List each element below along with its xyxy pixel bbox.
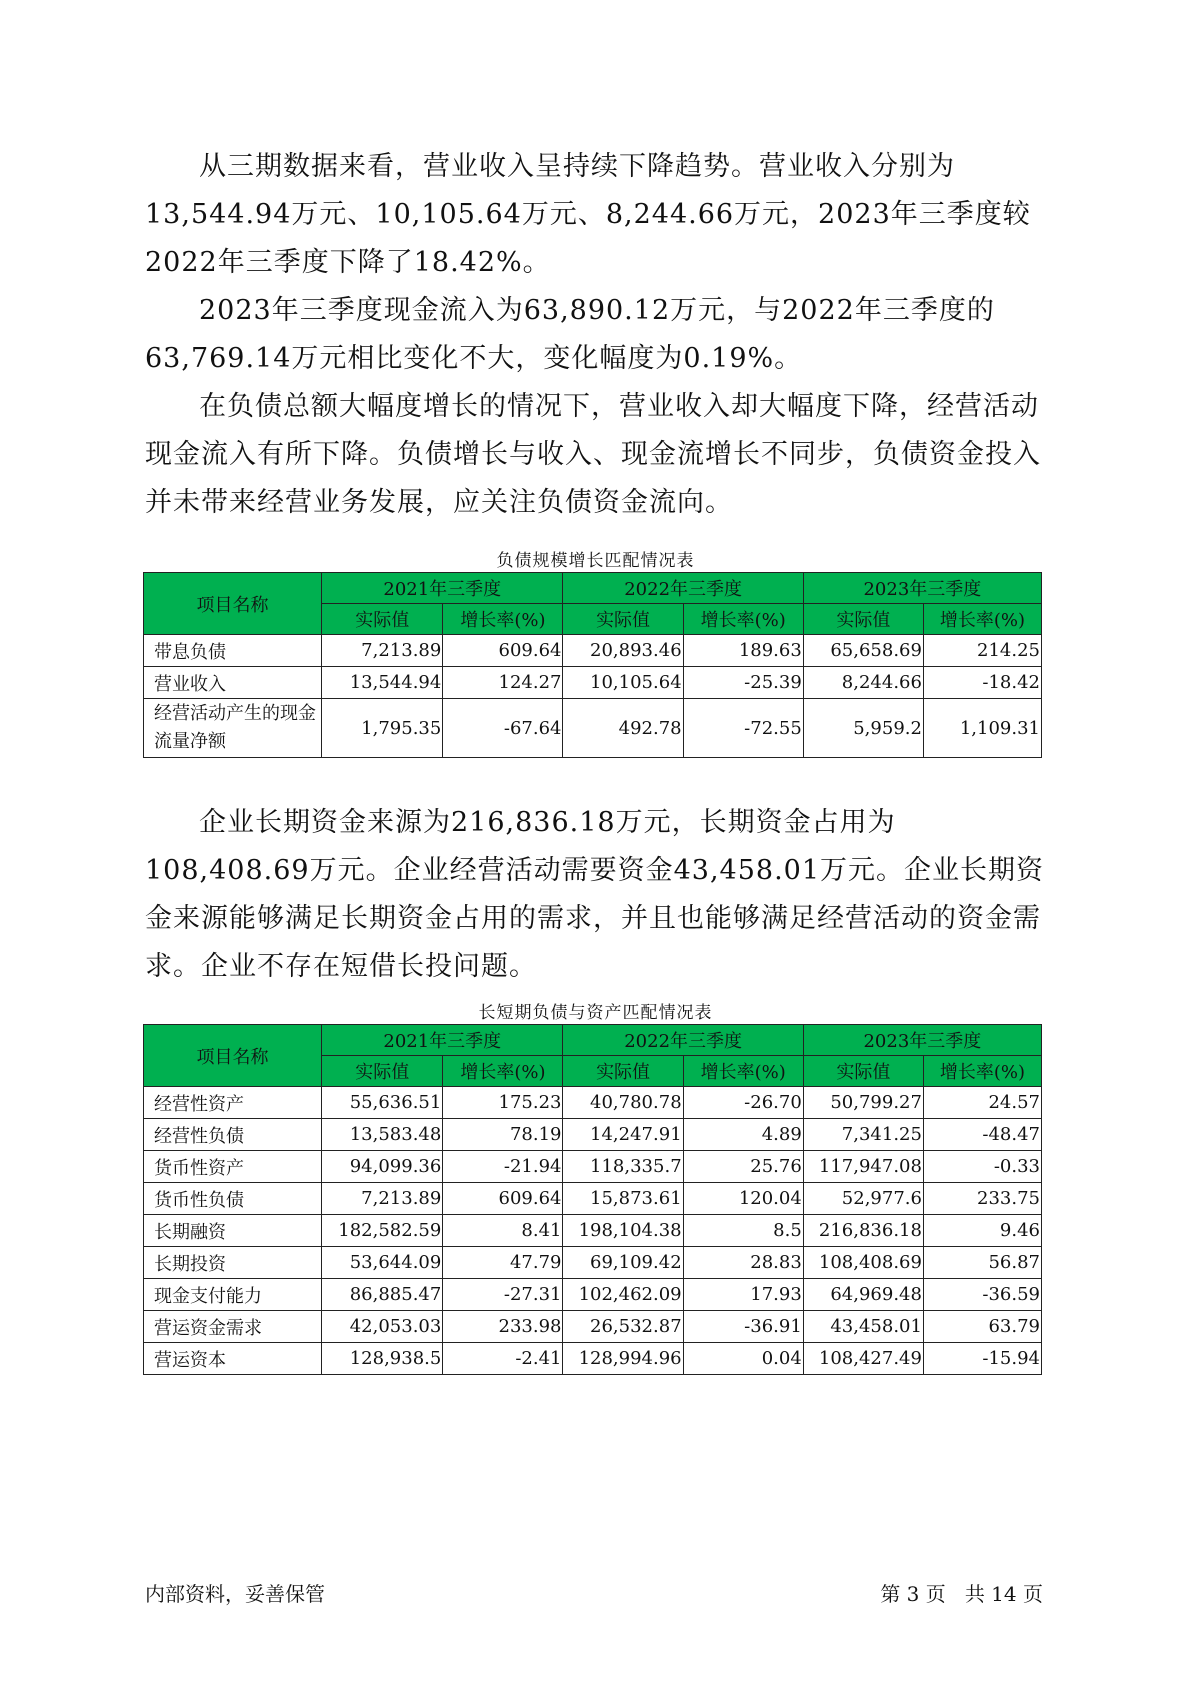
- cell-actual-value: 182,582.59: [322, 1215, 443, 1247]
- header-actual-value: 实际值: [803, 604, 923, 635]
- cell-growth-rate: 609.64: [443, 1183, 563, 1215]
- cell-actual-value: 10,105.64: [563, 667, 683, 699]
- cell-growth-rate: 120.04: [683, 1183, 803, 1215]
- cell-actual-value: 94,099.36: [322, 1151, 443, 1183]
- row-item-name: 现金支付能力: [144, 1279, 322, 1311]
- row-item-name: 货币性资产: [144, 1151, 322, 1183]
- cell-growth-rate: -36.59: [923, 1279, 1041, 1311]
- row-item-name: 营运资本: [144, 1343, 322, 1375]
- cell-growth-rate: 233.98: [443, 1311, 563, 1343]
- cell-growth-rate: -2.41: [443, 1343, 563, 1375]
- table-row: [144, 1343, 1042, 1375]
- header-growth-rate: 增长率(%): [923, 604, 1041, 635]
- header-actual-value: 实际值: [563, 1056, 683, 1087]
- cell-growth-rate: 124.27: [443, 667, 563, 699]
- liability-asset-match-table: [143, 1024, 1042, 1375]
- cell-actual-value: 15,873.61: [563, 1183, 683, 1215]
- cell-actual-value: 13,544.94: [322, 667, 443, 699]
- header-period-2023: 2023年三季度: [803, 573, 1041, 604]
- cell-growth-rate: -72.55: [683, 699, 803, 758]
- cell-growth-rate: 9.46: [923, 1215, 1041, 1247]
- table-row: [144, 1183, 1042, 1215]
- header-growth-rate: 增长率(%): [923, 1056, 1041, 1087]
- table-row: [144, 1119, 1042, 1151]
- cell-actual-value: 86,885.47: [322, 1279, 443, 1311]
- cell-growth-rate: 56.87: [923, 1247, 1041, 1279]
- cell-actual-value: 118,335.7: [563, 1151, 683, 1183]
- cell-actual-value: 42,053.03: [322, 1311, 443, 1343]
- cell-growth-rate: 24.57: [923, 1087, 1041, 1119]
- header-growth-rate: 增长率(%): [683, 604, 803, 635]
- cell-actual-value: 8,244.66: [803, 667, 923, 699]
- cell-actual-value: 69,109.42: [563, 1247, 683, 1279]
- row-item-name: 经营活动产生的现金流量净额: [144, 699, 322, 758]
- cell-growth-rate: 175.23: [443, 1087, 563, 1119]
- table-row: [144, 1247, 1042, 1279]
- cell-actual-value: 198,104.38: [563, 1215, 683, 1247]
- cell-actual-value: 14,247.91: [563, 1119, 683, 1151]
- cell-actual-value: 117,947.08: [803, 1151, 923, 1183]
- table-row: [144, 1279, 1042, 1311]
- header-period-2021: 2021年三季度: [322, 573, 563, 604]
- table-row: [144, 699, 1042, 758]
- header-actual-value: 实际值: [322, 604, 443, 635]
- row-item-name: 长期融资: [144, 1215, 322, 1247]
- header-item-name: 项目名称: [144, 1025, 322, 1087]
- cell-actual-value: 492.78: [563, 699, 683, 758]
- cell-growth-rate: -25.39: [683, 667, 803, 699]
- cell-actual-value: 7,341.25: [803, 1119, 923, 1151]
- table1-caption: 负债规模增长匹配情况表: [496, 551, 695, 571]
- cell-actual-value: 50,799.27: [803, 1087, 923, 1119]
- header-period-2021: 2021年三季度: [322, 1025, 563, 1056]
- cell-growth-rate: 609.64: [443, 635, 563, 667]
- header-period-2023: 2023年三季度: [803, 1025, 1041, 1056]
- cell-actual-value: 52,977.6: [803, 1183, 923, 1215]
- cell-growth-rate: 8.41: [443, 1215, 563, 1247]
- cell-growth-rate: 214.25: [923, 635, 1041, 667]
- header-actual-value: 实际值: [322, 1056, 443, 1087]
- row-item-name: 带息负债: [144, 635, 322, 667]
- debt-growth-table: [143, 572, 1042, 758]
- cell-actual-value: 216,836.18: [803, 1215, 923, 1247]
- table2-caption: 长短期负债与资产匹配情况表: [478, 1003, 713, 1023]
- row-item-name: 经营性资产: [144, 1087, 322, 1119]
- cell-growth-rate: 25.76: [683, 1151, 803, 1183]
- cell-actual-value: 40,780.78: [563, 1087, 683, 1119]
- cell-growth-rate: -36.91: [683, 1311, 803, 1343]
- cell-actual-value: 128,938.5: [322, 1343, 443, 1375]
- header-period-2022: 2022年三季度: [563, 1025, 803, 1056]
- cell-actual-value: 108,408.69: [803, 1247, 923, 1279]
- cell-growth-rate: -18.42: [923, 667, 1041, 699]
- cell-actual-value: 13,583.48: [322, 1119, 443, 1151]
- row-item-name: 货币性负债: [144, 1183, 322, 1215]
- cell-growth-rate: -27.31: [443, 1279, 563, 1311]
- cell-actual-value: 53,644.09: [322, 1247, 443, 1279]
- cell-growth-rate: -48.47: [923, 1119, 1041, 1151]
- cell-actual-value: 20,893.46: [563, 635, 683, 667]
- cell-growth-rate: 17.93: [683, 1279, 803, 1311]
- paragraph-debt-analysis: 在负债总额大幅度增长的情况下，营业收入却大幅度下降，经营活动现金流入有所下降。负债增长与收入、现金流增长不同步，负债资金投入并未带来经营业务发展，应关注负债资金流向。: [145, 391, 1041, 518]
- row-item-name: 长期投资: [144, 1247, 322, 1279]
- table-row: [144, 1311, 1042, 1343]
- footer-confidential-note: 内部资料，妥善保管: [145, 1582, 325, 1606]
- header-item-name: 项目名称: [144, 573, 322, 635]
- header-period-2022: 2022年三季度: [563, 573, 803, 604]
- cell-actual-value: 7,213.89: [322, 1183, 443, 1215]
- footer-page-number: 第 3 页 共 14 页: [880, 1582, 1043, 1606]
- cell-actual-value: 65,658.69: [803, 635, 923, 667]
- cell-actual-value: 102,462.09: [563, 1279, 683, 1311]
- cell-actual-value: 26,532.87: [563, 1311, 683, 1343]
- cell-growth-rate: -67.64: [443, 699, 563, 758]
- paragraph-long-term-funds: 企业长期资金来源为216,836.18万元，长期资金占用为108,408.69万元。企业经营活动需要资金43,458.01万元。企业长期资金来源能够满足长期资金占用的需求，并且也能够满足经营活动的资金需求。企业不存在短借长投问题。: [145, 807, 1045, 982]
- row-item-name: 营运资金需求: [144, 1311, 322, 1343]
- header-growth-rate: 增长率(%): [443, 604, 563, 635]
- cell-growth-rate: -0.33: [923, 1151, 1041, 1183]
- cell-actual-value: 7,213.89: [322, 635, 443, 667]
- table-row: [144, 1215, 1042, 1247]
- cell-growth-rate: 78.19: [443, 1119, 563, 1151]
- cell-growth-rate: 28.83: [683, 1247, 803, 1279]
- header-actual-value: 实际值: [803, 1056, 923, 1087]
- cell-growth-rate: -21.94: [443, 1151, 563, 1183]
- header-actual-value: 实际值: [563, 604, 683, 635]
- cell-growth-rate: 8.5: [683, 1215, 803, 1247]
- cell-actual-value: 1,795.35: [322, 699, 443, 758]
- cell-actual-value: 108,427.49: [803, 1343, 923, 1375]
- cell-actual-value: 5,959.2: [803, 699, 923, 758]
- table-row: [144, 635, 1042, 667]
- paragraph-revenue-trend: 从三期数据来看，营业收入呈持续下降趋势。营业收入分别为13,544.94万元、10,105.64万元、8,244.66万元，2023年三季度较2022年三季度下降了18.42%。: [145, 151, 1031, 278]
- table-row: [144, 667, 1042, 699]
- cell-actual-value: 128,994.96: [563, 1343, 683, 1375]
- cell-growth-rate: 47.79: [443, 1247, 563, 1279]
- header-growth-rate: 增长率(%): [443, 1056, 563, 1087]
- cell-actual-value: 43,458.01: [803, 1311, 923, 1343]
- table-row: [144, 1151, 1042, 1183]
- cell-growth-rate: 4.89: [683, 1119, 803, 1151]
- cell-growth-rate: 189.63: [683, 635, 803, 667]
- paragraph-cash-inflow: 2023年三季度现金流入为63,890.12万元，与2022年三季度的63,769.14万元相比变化不大，变化幅度为0.19%。: [145, 295, 995, 374]
- cell-growth-rate: -26.70: [683, 1087, 803, 1119]
- cell-growth-rate: 0.04: [683, 1343, 803, 1375]
- cell-actual-value: 55,636.51: [322, 1087, 443, 1119]
- cell-growth-rate: 63.79: [923, 1311, 1041, 1343]
- cell-actual-value: 64,969.48: [803, 1279, 923, 1311]
- header-growth-rate: 增长率(%): [683, 1056, 803, 1087]
- cell-growth-rate: 233.75: [923, 1183, 1041, 1215]
- row-item-name: 经营性负债: [144, 1119, 322, 1151]
- cell-growth-rate: 1,109.31: [923, 699, 1041, 758]
- cell-growth-rate: -15.94: [923, 1343, 1041, 1375]
- row-item-name: 营业收入: [144, 667, 322, 699]
- table-row: [144, 1087, 1042, 1119]
